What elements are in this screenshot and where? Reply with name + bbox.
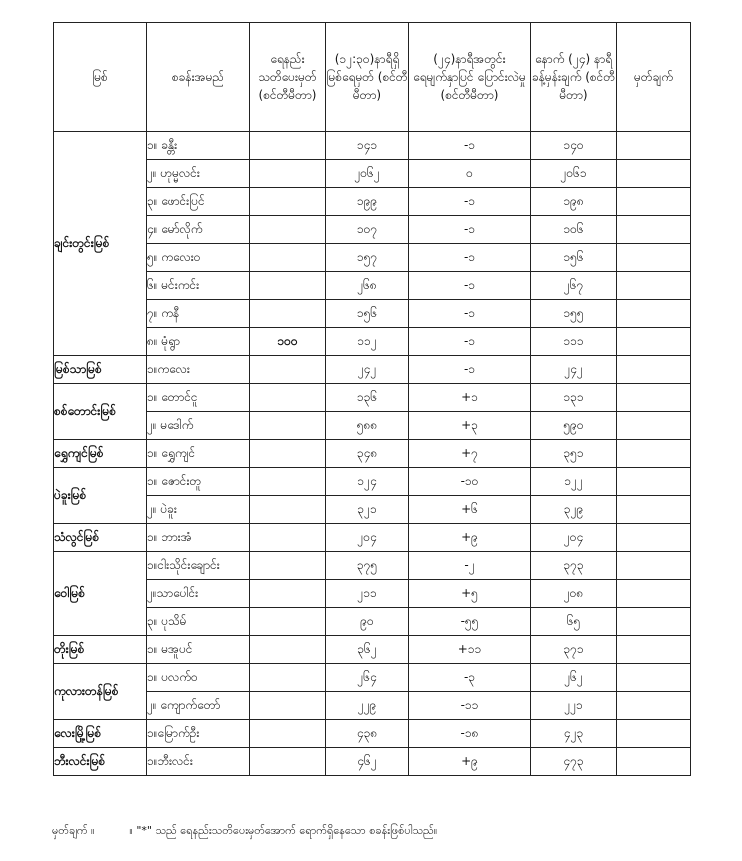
- header-danger-level: ရေနည်း သတိပေးမှတ် (စင်တီမီတာ): [250, 23, 326, 132]
- change-cell: ၀: [409, 160, 531, 188]
- water-level-table: [53, 22, 691, 776]
- danger-level-cell: [250, 384, 326, 412]
- table-row: [54, 188, 691, 216]
- forecast-cell: ၁၀၆: [531, 216, 617, 244]
- forecast-cell: ၃၂၉: [531, 496, 617, 524]
- remarks-cell: [617, 552, 691, 580]
- danger-level-cell: [250, 496, 326, 524]
- table-row: [54, 664, 691, 692]
- change-cell: -၁၁: [409, 692, 531, 720]
- forecast-cell: ၂၂၁: [531, 692, 617, 720]
- table-row: [54, 720, 691, 748]
- forecast-cell: ၂၆၇: [531, 272, 617, 300]
- station-name: ၁။ဘီးလင်း: [147, 748, 250, 776]
- danger-level-cell: [250, 216, 326, 244]
- footnote-text: ။ "*" သည် ရေနည်းသတိပေးမှတ်အောက် ရောက်ရှိနေသော စခန်းဖြစ်ပါသည်။: [129, 824, 438, 837]
- station-name: ၃။ ပုသိမ်: [147, 608, 250, 636]
- water-level-cell: ၅၈၈: [326, 412, 409, 440]
- table-row: [54, 636, 691, 664]
- table-body: [54, 132, 691, 776]
- station-name: ၁။ကလေး: [147, 356, 250, 384]
- water-level-cell: ၃၄၈: [326, 440, 409, 468]
- river-name: ပဲခူးမြစ်: [54, 468, 147, 524]
- forecast-cell: ၂၄၂: [531, 356, 617, 384]
- danger-level-cell: ၁၀၀: [250, 328, 326, 356]
- change-cell: -၁: [409, 132, 531, 160]
- river-name: မြစ်သာမြစ်: [54, 356, 147, 384]
- danger-level-cell: [250, 720, 326, 748]
- footnote: [52, 824, 437, 840]
- remarks-cell: [617, 244, 691, 272]
- danger-level-cell: [250, 356, 326, 384]
- water-level-cell: ၉၀: [326, 608, 409, 636]
- change-cell: +၁: [409, 384, 531, 412]
- danger-level-cell: [250, 664, 326, 692]
- water-level-cell: ၁၂၄: [326, 468, 409, 496]
- water-level-cell: ၂၂၉: [326, 692, 409, 720]
- danger-level-cell: [250, 272, 326, 300]
- change-cell: -၃: [409, 664, 531, 692]
- river-name: စစ်တောင်းမြစ်: [54, 384, 147, 440]
- station-name: ၁။ ဇောင်းတူ: [147, 468, 250, 496]
- change-cell: -၂: [409, 552, 531, 580]
- remarks-cell: [617, 328, 691, 356]
- table-row: [54, 412, 691, 440]
- forecast-cell: ၁၃၁: [531, 384, 617, 412]
- danger-level-cell: [250, 524, 326, 552]
- remarks-cell: [617, 356, 691, 384]
- table-row: [54, 468, 691, 496]
- remarks-cell: [617, 468, 691, 496]
- station-name: ၆။ မင်းကင်း: [147, 272, 250, 300]
- danger-level-cell: [250, 160, 326, 188]
- danger-level-cell: [250, 440, 326, 468]
- river-name: ဝေါမြစ်: [54, 552, 147, 636]
- water-level-cell: ၂၁၁: [326, 580, 409, 608]
- danger-level-cell: [250, 300, 326, 328]
- forecast-cell: ၂၆၂: [531, 664, 617, 692]
- danger-level-cell: [250, 468, 326, 496]
- change-cell: -၁: [409, 216, 531, 244]
- danger-level-cell: [250, 552, 326, 580]
- remarks-cell: [617, 692, 691, 720]
- river-name: တိုးမြစ်: [54, 636, 147, 664]
- forecast-cell: ၁၂၂: [531, 468, 617, 496]
- remarks-cell: [617, 300, 691, 328]
- change-cell: -၁၀: [409, 468, 531, 496]
- remarks-cell: [617, 636, 691, 664]
- water-level-cell: ၂၄၂: [326, 356, 409, 384]
- table-row: [54, 384, 691, 412]
- station-name: ၄။ မော်လိုက်: [147, 216, 250, 244]
- change-cell: -၁: [409, 188, 531, 216]
- danger-level-cell: [250, 636, 326, 664]
- table-row: [54, 440, 691, 468]
- water-level-cell: ၁၅၇: [326, 244, 409, 272]
- station-name: ၁။ တောင်ငူ: [147, 384, 250, 412]
- forecast-cell: ၃၇၁: [531, 636, 617, 664]
- water-level-cell: ၁၅၆: [326, 300, 409, 328]
- station-name: ၂။ ကျောက်တော်: [147, 692, 250, 720]
- footnote-label: မှတ်ချက် ။: [52, 824, 95, 837]
- remarks-cell: [617, 608, 691, 636]
- station-name: ၁။ ဘားအံ: [147, 524, 250, 552]
- remarks-cell: [617, 216, 691, 244]
- remarks-cell: [617, 272, 691, 300]
- change-cell: +၃: [409, 412, 531, 440]
- forecast-cell: ၄၂၃: [531, 720, 617, 748]
- forecast-cell: ၅၉၀: [531, 412, 617, 440]
- water-level-cell: ၁၄၁: [326, 132, 409, 160]
- change-cell: +၁၁: [409, 636, 531, 664]
- danger-level-cell: [250, 748, 326, 776]
- table-row: [54, 132, 691, 160]
- river-name: ရွှေကျင်မြစ်: [54, 440, 147, 468]
- water-level-cell: ၁၁၂: [326, 328, 409, 356]
- water-level-cell: ၁၉၉: [326, 188, 409, 216]
- danger-level-cell: [250, 692, 326, 720]
- change-cell: +၉: [409, 524, 531, 552]
- water-level-cell: ၃၆၂: [326, 636, 409, 664]
- water-level-cell: ၁၃၆: [326, 384, 409, 412]
- remarks-cell: [617, 440, 691, 468]
- station-name: ၅။ ကလေးဝ: [147, 244, 250, 272]
- change-cell: -၁: [409, 356, 531, 384]
- table-row: [54, 328, 691, 356]
- remarks-cell: [617, 524, 691, 552]
- river-name: ကုလားတန်မြစ်: [54, 664, 147, 720]
- forecast-cell: ၂၀၈: [531, 580, 617, 608]
- forecast-cell: ၂၀၄: [531, 524, 617, 552]
- table-row: [54, 496, 691, 524]
- change-cell: +၉: [409, 748, 531, 776]
- forecast-cell: ၁၄၀: [531, 132, 617, 160]
- remarks-cell: [617, 580, 691, 608]
- table-row: [54, 356, 691, 384]
- water-level-cell: ၃၂၁: [326, 496, 409, 524]
- table-row: [54, 748, 691, 776]
- table-row: [54, 244, 691, 272]
- station-name: ၁။ မအူပင်: [147, 636, 250, 664]
- forecast-cell: ၃၅၁: [531, 440, 617, 468]
- remarks-cell: [617, 188, 691, 216]
- forecast-cell: ၁၅၅: [531, 300, 617, 328]
- danger-level-cell: [250, 244, 326, 272]
- station-name: ၂။ ဟုမ္မလင်း: [147, 160, 250, 188]
- change-cell: -၁: [409, 300, 531, 328]
- station-name: ၁။ ခန္တီး: [147, 132, 250, 160]
- change-cell: +၇: [409, 440, 531, 468]
- water-level-cell: ၂၆၄: [326, 664, 409, 692]
- table-row: [54, 580, 691, 608]
- table-row: [54, 160, 691, 188]
- forecast-cell: ၁၁၁: [531, 328, 617, 356]
- water-level-cell: ၄၆၂: [326, 748, 409, 776]
- water-level-cell: ၄၃၈: [326, 720, 409, 748]
- header-river: မြစ်: [54, 23, 147, 132]
- header-forecast-24h: နောက် (၂၄) နာရီ ခန့်မှန်းချက် (စင်တီမီတာ): [531, 23, 617, 132]
- water-level-cell: ၂၆၈: [326, 272, 409, 300]
- station-name: ၁။ ပလက်ဝ: [147, 664, 250, 692]
- danger-level-cell: [250, 608, 326, 636]
- change-cell: +၅: [409, 580, 531, 608]
- remarks-cell: [617, 412, 691, 440]
- table-row: [54, 692, 691, 720]
- change-cell: -၁: [409, 244, 531, 272]
- water-level-cell: ၁၀၇: [326, 216, 409, 244]
- table-row: [54, 216, 691, 244]
- station-name: ၃။ ဖောင်းပြင်: [147, 188, 250, 216]
- table-row: [54, 300, 691, 328]
- remarks-cell: [617, 160, 691, 188]
- change-cell: +၆: [409, 496, 531, 524]
- remarks-cell: [617, 748, 691, 776]
- station-name: ၁။မြောက်ဦး: [147, 720, 250, 748]
- change-cell: -၁: [409, 272, 531, 300]
- station-name: ၂။သာပေါင်း: [147, 580, 250, 608]
- forecast-cell: ၂၀၆၁: [531, 160, 617, 188]
- header-station: စခန်းအမည်: [147, 23, 250, 132]
- forecast-cell: ၃၇၃: [531, 552, 617, 580]
- remarks-cell: [617, 720, 691, 748]
- change-cell: -၁၈: [409, 720, 531, 748]
- water-level-cell: ၃၇၅: [326, 552, 409, 580]
- danger-level-cell: [250, 188, 326, 216]
- station-name: ၁။ငါးသိုင်းချောင်း: [147, 552, 250, 580]
- station-name: ၂။ မဒေါက်: [147, 412, 250, 440]
- table-row: [54, 272, 691, 300]
- forecast-cell: ၄၇၃: [531, 748, 617, 776]
- danger-level-cell: [250, 132, 326, 160]
- danger-level-cell: [250, 412, 326, 440]
- change-cell: -၁: [409, 328, 531, 356]
- station-name: ၁။ ရွှေကျင်: [147, 440, 250, 468]
- water-level-cell: ၂၀၆၂: [326, 160, 409, 188]
- forecast-cell: ၆၅: [531, 608, 617, 636]
- table-row: [54, 552, 691, 580]
- remarks-cell: [617, 664, 691, 692]
- station-name: ၇။ ကနီ: [147, 300, 250, 328]
- forecast-cell: ၁၉၈: [531, 188, 617, 216]
- danger-level-cell: [250, 580, 326, 608]
- river-name: ချင်းတွင်းမြစ်: [54, 132, 147, 356]
- station-name: ၂။ ပဲခူး: [147, 496, 250, 524]
- forecast-cell: ၁၅၆: [531, 244, 617, 272]
- remarks-cell: [617, 384, 691, 412]
- water-level-cell: ၂၀၄: [326, 524, 409, 552]
- river-name: ဘီးလင်းမြစ်: [54, 748, 147, 776]
- change-cell: -၅၅: [409, 608, 531, 636]
- river-name: သံလွင်မြစ်: [54, 524, 147, 552]
- remarks-cell: [617, 132, 691, 160]
- remarks-cell: [617, 496, 691, 524]
- station-name: ၈။ မုံရွာ: [147, 328, 250, 356]
- table-row: [54, 608, 691, 636]
- river-name: လေးမြို့မြစ်: [54, 720, 147, 748]
- header-water-level: (၁၂:၃၀)နာရီရှိ မြစ်ရေမှတ် (စင်တီမီတာ): [326, 23, 409, 132]
- header-change-24h: (၂၄)နာရီအတွင်း ရေမျက်နှာပြင် ပြောင်းလဲမှု (စင်တီမီတာ): [409, 23, 531, 132]
- table-row: [54, 524, 691, 552]
- header-remarks: မှတ်ချက်: [617, 23, 691, 132]
- header-row: [54, 23, 691, 132]
